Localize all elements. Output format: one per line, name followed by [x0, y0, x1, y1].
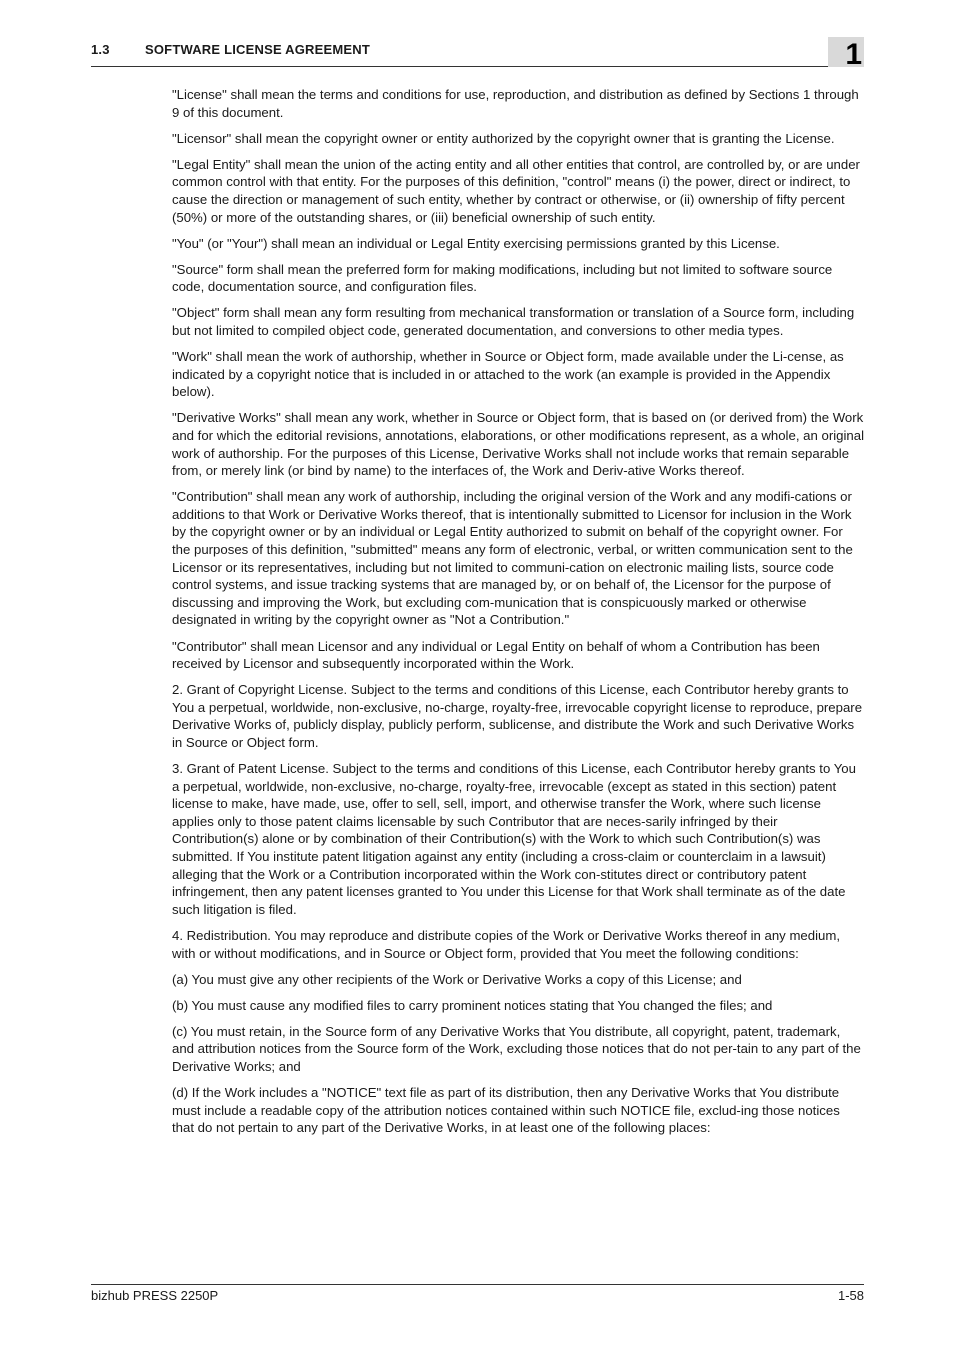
page-header: [91, 38, 864, 71]
paragraph-licensor-definition: "Licensor" shall mean the copyright owner or entity authorized by the copyright owner that is granting the License.: [172, 130, 835, 146]
paragraph-grant-copyright: 2. Grant of Copyright License. Subject to the terms and conditions of this License, each Contributor hereby grants to You a perpetual, worldwide, non-exclusive, no-charge, royalty-free, irrevocable copyright license to reproduce, prepare Derivative Works of, publicly display, publicly perform, sublicense, and distribute the Work and such Derivative Works in Source or Object form.: [172, 682, 863, 750]
paragraph-you-definition: "You" (or "Your") shall mean an individual or Legal Entity exercising permissions granted by this License.: [172, 235, 780, 251]
paragraph-condition-c: (c) You must retain, in the Source form of any Derivative Works that You distribute, all copyright, patent, trademark, and attribution notices from the Source form of the Work, excluding those notices that do not per-tain to any part of the Derivative Works; and: [172, 1023, 861, 1074]
paragraph-legal-entity-definition: "Legal Entity" shall mean the union of the acting entity and all other entities that control, are controlled by, or are under common control with that entity. For the purposes of this definition, "control" means (i) the power, direct or indirect, to cause the direction or management of such entity, whether by contract or otherwise, or (ii) ownership of fifty percent (50%) or more of the outstanding shares, or (iii) beneficial ownership of such entity.: [172, 156, 860, 225]
paragraph-condition-a: (a) You must give any other recipients of the Work or Derivative Works a copy of this License; and: [172, 971, 742, 987]
license-body: [172, 86, 864, 1145]
paragraph-object-definition: "Object" form shall mean any form resulting from mechanical transformation or translation of a Source form, including but not limited to compiled object code, generated documentation, and conversions to other media types.: [172, 305, 855, 339]
section-number: 1.3: [91, 42, 110, 57]
paragraph-license-definition: "License" shall mean the terms and conditions for use, reproduction, and distribution as defined by Sections 1 through 9 of this document.: [172, 87, 859, 120]
paragraph-source-definition: "Source" form shall mean the preferred form for making modifications, including but not limited to software source code, documentation source, and configuration files.: [172, 261, 833, 295]
page-number: 1-58: [837, 1288, 864, 1303]
paragraph-work-definition: "Work" shall mean the work of authorship, whether in Source or Object form, made available under the Li-cense, as indicated by a copyright notice that is included in or attached to the work (an example is provided in the Appendix below).: [172, 349, 844, 400]
page-footer: [91, 1284, 864, 1303]
paragraph-grant-patent: 3. Grant of Patent License. Subject to the terms and conditions of this License, each Contributor hereby grants to You a perpetual, worldwide, non-exclusive, no-charge, royalty-free, irrevocable (except as stated in this section) patent license to make, have made, use, offer to sell, sell, import, and otherwise transfer the Work, where such license applies only to those patent claims licensable by such Contributor that are neces-sarily infringed by their Contribution(s) alone or by combination of their Contribution(s) with the Work to which such Contribution(s) was submitted. If You institute patent litigation against any entity (including a cross-claim or counterclaim in a lawsuit) alleging that the Work or a Contribution incorporated within the Work con-stitutes direct or contributory patent infringement, then any patent licenses granted to You under this License for that Work shall terminate as of the date such litigation is filed.: [172, 761, 856, 917]
section-title: SOFTWARE LICENSE AGREEMENT: [145, 42, 371, 57]
product-name: bizhub PRESS 2250P: [91, 1288, 219, 1303]
paragraph-condition-d: (d) If the Work includes a "NOTICE" text file as part of its distribution, then any Derivative Works that You distribute must include a readable copy of the attribution notices contained within such NOTICE file, exclud-ing those notices that do not pertain to any part of the Derivative Works, in at least one of the following places:: [172, 1085, 840, 1136]
paragraph-condition-b: (b) You must cause any modified files to carry prominent notices stating that You changed the files; and: [172, 997, 773, 1013]
chapter-badge: [828, 37, 864, 71]
paragraph-contribution-definition: "Contribution" shall mean any work of authorship, including the original version of the Work and any modifi-cations or additions to that Work or Derivative Works thereof, that is intentionally submitted to Licensor for inclusion in the Work by the copyright owner or by an individual or Legal Entity authorized to submit on behalf of the copyright owner. For the purposes of this definition, "submitted" means any form of electronic, verbal, or written communication sent to the Licensor or its representatives, including but not limited to communi-cation on electronic mailing lists, source code control systems, and issue tracking systems that are managed by, or on behalf of, the Licensor for the purpose of discussing and improving the Work, but excluding com-munication that is conspicuously marked or otherwise designated in writing by the copyright owner as "Not a Contribution.": [172, 489, 853, 628]
paragraph-redistribution: 4. Redistribution. You may reproduce and distribute copies of the Work or Derivative Works thereof in any medium, with or without modifications, and in Source or Object form, provided that You meet the following conditions:: [172, 927, 841, 961]
paragraph-contributor-definition: "Contributor" shall mean Licensor and any individual or Legal Entity on behalf of whom a Contribution has been received by Licensor and subsequently incorporated within the Work.: [172, 638, 820, 672]
paragraph-derivative-works-definition: "Derivative Works" shall mean any work, whether in Source or Object form, that is based on (or derived from) the Work and for which the editorial revisions, annotations, elaborations, or other modifications represent, as a whole, an original work of authorship. For the purposes of this License, Derivative Works shall not include works that remain separable from, or merely link (or bind by name) to the interfaces of, the Work and Deriv-ative Works thereof.: [172, 410, 865, 479]
chapter-number: 1: [845, 38, 862, 71]
